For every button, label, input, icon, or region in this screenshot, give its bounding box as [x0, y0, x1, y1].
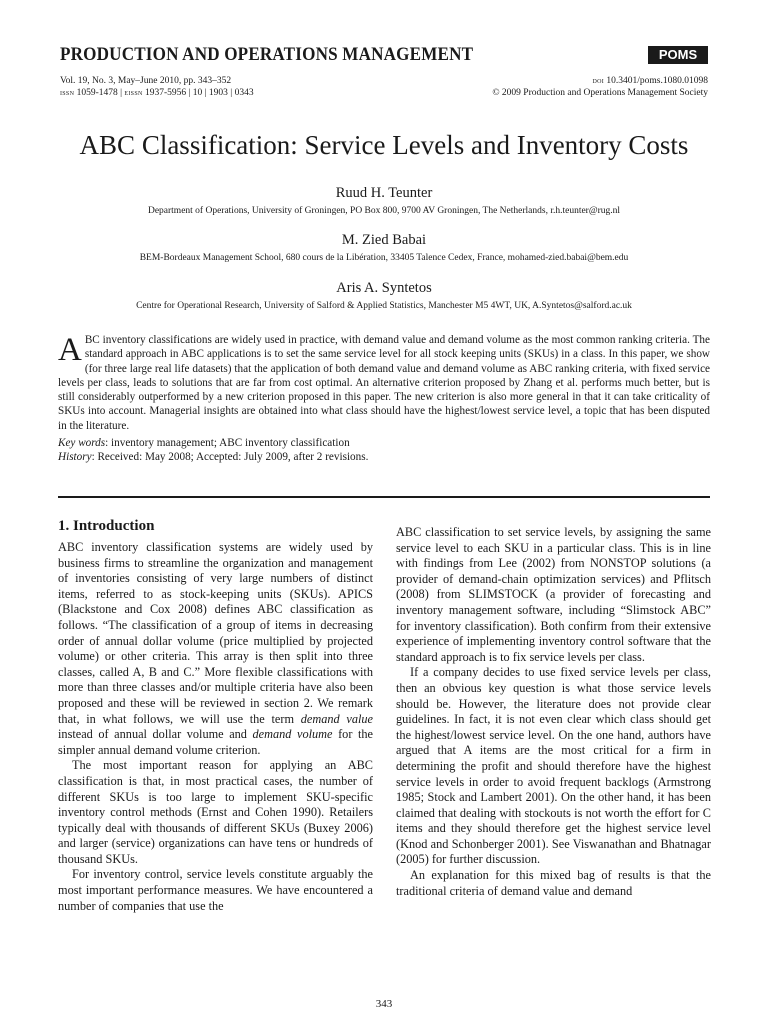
keywords	[58, 436, 350, 450]
history-label: History	[58, 451, 92, 463]
publication-info	[60, 75, 254, 99]
eissn-label: eissn	[124, 88, 143, 97]
abstract-dropcap: A	[58, 332, 82, 368]
issn-label: issn	[60, 88, 75, 97]
paragraph: ABC classification to set service levels, by assigning the same service level to each SKU in a particular class. This is in line with findings from Lee (2002) from NONSTOP solutions (a provider of demand-chain optimization services) and Pflitsch (2008) from SLIMSTOCK (a provider of forecasting and inventory management software, including “Slimstock ABC” for inventory classification). Both confirm from their extensive experience of implementing inventory control software that the standard approach is to fix service levels per class.	[396, 525, 711, 664]
author-name: M. Zied Babai	[341, 232, 427, 248]
poms-logo: POMS	[648, 46, 708, 64]
paragraph: An explanation for this mixed bag of results is that the traditional criteria of demand value and demand	[396, 868, 711, 898]
abstract	[58, 333, 710, 433]
doi-link[interactable]: 10.3401/poms.1080.01098	[606, 76, 708, 86]
doi-line	[492, 75, 708, 87]
journal-name: PRODUCTION AND OPERATIONS MANAGEMENT	[60, 44, 474, 65]
paper-title: ABC Classification: Service Levels and Inventory Costs	[79, 130, 689, 160]
paragraph: For inventory control, service levels constitute arguably the most important performance measures. We have encountered a number of companies that use the	[58, 867, 373, 913]
eissn-value: 1937-5956 | 10 | 1903 | 0343	[144, 88, 254, 98]
paragraph: ABC inventory classification systems are widely used by business firms to streamline the organization and management of inventories consisting of very large numbers of distinct items, referred to as stock-keeping units (SKUs). APICS (Blackstone and Cox 2008) defines ABC classification as follows. “The classification of a group of items in decreasing order of annual dollar volume (price multiplied by projected volume) or other criteria. This array is then split into three classes, called A, B and C.” More flexible classifications with more than three classes and/or multiple criteria have also been proposed and these will be reviewed in section 2. We remark that, in what follows, we will use the term demand value instead of annual dollar volume and demand volume for the simpler annual demand volume criterion.	[58, 540, 373, 757]
history-text: : Received: May 2008; Accepted: July 2009, after 2 revisions.	[91, 451, 369, 463]
divider	[58, 496, 710, 498]
volume-line: Vol. 19, No. 3, May–June 2010, pp. 343–352	[60, 76, 232, 86]
keywords-text: : inventory management; ABC inventory classification	[105, 437, 350, 449]
author-name: Aris A. Syntetos	[336, 280, 432, 296]
keywords-label: Key words	[58, 437, 106, 449]
paragraph: If a company decides to use fixed service levels per class, then an obvious key question is what those service levels should be. However, the literature does not provide clear guidelines. In fact, it is not even clear which class should get the highest/lowest service level. On the one hand, authors have argued that A items are the most critical for a firm in determining the profit and should therefore have the highest service levels in order to avoid frequent backlogs (Armstrong 1985; Stock and Lambert 2001). On the other hand, it has been claimed that dealing with stockouts is not worth the effort for C items and they should therefore get the highest service level (Knod and Schonberger 2001). See Viswanathan and Bhatnagar (2005) for further discussion.	[396, 665, 711, 867]
page-number: 343	[375, 998, 393, 1010]
author-affiliation: Centre for Operational Research, University of Salford & Applied Statistics, Manchester M5 4WT, UK, A.Syntetos@salford.ac.uk	[136, 301, 632, 311]
issn-line: issn 1059-1478 | eissn 1937-5956 | 10 | 1903 | 0343	[60, 88, 254, 98]
left-column	[58, 540, 373, 914]
author-affiliation: Department of Operations, University of Groningen, PO Box 800, 9700 AV Groningen, The Netherlands, r.h.teunter@rug.nl	[147, 206, 621, 216]
right-column	[396, 525, 711, 899]
doi-info	[492, 75, 708, 99]
author-affiliation: BEM-Bordeaux Management School, 680 cours de la Libération, 33405 Talence Cedex, France, mohamed-zied.babai@bem.edu	[139, 253, 629, 263]
doi-label: doi	[592, 76, 605, 85]
history	[58, 450, 368, 464]
copyright: © 2009 Production and Operations Management Society	[492, 88, 708, 98]
abstract-text: BC inventory classifications are widely used in practice, with demand value and demand volume as the most common ranking criteria. The standard approach in ABC applications is to set the same service level for all stock keeping units (SKUs) in a class. In this paper, we show (for three large real life datasets) that the application of both demand value and demand volume as ABC ranking criteria, with fixed service levels per class, leads to solutions that are far from cost optimal. An alternative criterion proposed by Zhang et al. performs much better, but is still considerably outperformed by a new criterion proposed in this paper. The new criterion is also more general in that it can take criticality of SKUs into account. Managerial insights are obtained into what class should have the highest/lowest service level, a topic that has been disputed in the literature.	[58, 334, 710, 432]
section-heading: 1. Introduction	[58, 518, 155, 534]
author-name: Ruud H. Teunter	[335, 185, 433, 201]
paragraph: The most important reason for applying an ABC classification is that, in most practical cases, the number of different SKUs is too large to implement SKU-specific inventory control methods (Ernst and Cohen 1990). Retailers typically deal with thousands of different SKUs (Buxey 2006) and larger (service) organizations can have tens or hundreds of thousand SKUs.	[58, 758, 373, 866]
issn-value: 1059-1478	[76, 88, 118, 98]
